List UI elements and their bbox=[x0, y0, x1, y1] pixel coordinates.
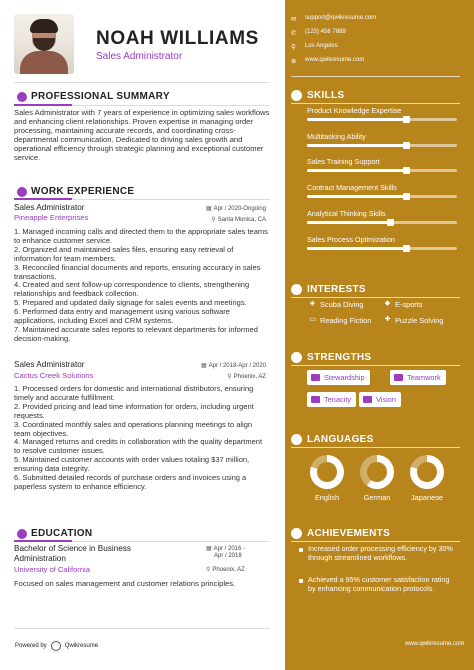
job-dates bbox=[176, 362, 266, 369]
book-icon: ▭ bbox=[309, 316, 316, 323]
heading-accent bbox=[14, 104, 72, 106]
contact-location: Los Angeles bbox=[305, 43, 338, 49]
skill-bar-fill bbox=[307, 195, 406, 198]
job-company: Cactus Creek Solutions bbox=[14, 371, 94, 380]
summary-icon bbox=[17, 92, 27, 102]
skill-bar bbox=[307, 118, 457, 121]
calendar-icon: ▦ bbox=[200, 363, 207, 369]
sidebar-divider bbox=[291, 447, 460, 448]
language-label: English bbox=[314, 493, 340, 502]
skill-level-handle bbox=[403, 142, 410, 149]
skill-label: Sales Training Support bbox=[307, 157, 380, 166]
sidebar-divider bbox=[291, 103, 460, 104]
footer-website[interactable]: www.qwikresume.com bbox=[405, 641, 465, 647]
email-icon: ✉ bbox=[291, 16, 297, 23]
languages-heading: LANGUAGES bbox=[307, 434, 374, 445]
puzzle-icon: ✚ bbox=[384, 316, 391, 323]
contact-phone[interactable]: (123) 456 7889 bbox=[305, 29, 346, 35]
powered-by bbox=[15, 641, 98, 651]
skill-bar bbox=[307, 169, 457, 172]
interest-item: E-sports bbox=[395, 300, 423, 309]
degree-line: Bachelor of Science in Business bbox=[14, 544, 131, 553]
job-dates-text: Apr / 2020-Ongoing bbox=[213, 206, 266, 212]
bullet-icon bbox=[299, 579, 303, 583]
strength-icon bbox=[311, 374, 320, 381]
job-location-text: Phoenix, AZ bbox=[233, 374, 266, 380]
summary-heading: PROFESSIONAL SUMMARY bbox=[31, 91, 170, 102]
skill-level-handle bbox=[403, 193, 410, 200]
sidebar-divider bbox=[291, 76, 460, 77]
skill-label: Analytical Thinking Skills bbox=[307, 209, 386, 218]
strength-label: Vision bbox=[376, 395, 396, 404]
job-dates-text: Apr / 2018-Apr / 2020 bbox=[208, 363, 266, 369]
job-location bbox=[176, 373, 266, 380]
interests-heading: INTERESTS bbox=[307, 284, 366, 295]
heading-accent bbox=[14, 198, 72, 200]
bullet-icon bbox=[299, 548, 303, 552]
achievements-icon bbox=[291, 528, 302, 539]
strength-tag bbox=[390, 370, 446, 385]
language-level-donut bbox=[310, 455, 344, 489]
list-item: 6. Performed data entry and management using various software applications, including Excel and CRM systems. bbox=[14, 307, 230, 326]
gamepad-icon: ◆ bbox=[384, 300, 391, 307]
interest-item: Scuba Diving bbox=[320, 300, 364, 309]
brand-name[interactable]: Qwikresume bbox=[64, 643, 99, 649]
contact-email[interactable]: support@qwikresume.com bbox=[305, 15, 377, 21]
strength-label: Stewardship bbox=[324, 373, 365, 382]
skill-level-handle bbox=[387, 219, 394, 226]
phone-icon: ✆ bbox=[291, 30, 297, 37]
summary-text: Sales Administrator with 7 years of experience in optimizing sales workflows and enhancing client relationships. Proven expertise in managing order processing, maintaining accurate records, and coordinating cross-departmental communication. Dedicated to driving sales growth and operational efficiency through strategic planning and exceptional customer service. bbox=[14, 108, 270, 162]
skill-level-handle bbox=[403, 116, 410, 123]
list-item: 5. Maintained customer accounts with order values totaling $37 million, ensuring data integrity. bbox=[14, 455, 250, 474]
skill-bar bbox=[307, 195, 457, 198]
language-label: German bbox=[363, 493, 391, 502]
divider bbox=[14, 82, 270, 83]
education-dates-end: Apr / 2018 bbox=[214, 553, 242, 559]
education-dates-text: Apr / 2016 - bbox=[213, 546, 246, 552]
strength-icon bbox=[311, 396, 320, 403]
qwikresume-logo-icon bbox=[51, 641, 61, 651]
job-dates bbox=[176, 205, 266, 212]
skill-bar bbox=[307, 247, 457, 250]
job-location-text: Santa Monica, CA bbox=[217, 217, 266, 223]
skill-bar bbox=[307, 221, 457, 224]
list-item: 4. Managed returns and credits in collaboration with the quality department to resolve customer issues. bbox=[14, 437, 263, 456]
job-bullets bbox=[14, 228, 270, 344]
strengths-icon bbox=[291, 352, 302, 363]
skill-bar bbox=[307, 144, 457, 147]
strength-tag bbox=[307, 370, 370, 385]
job-company: Pineapple Enterprises bbox=[14, 213, 89, 222]
job-bullets bbox=[14, 385, 270, 492]
list-item: 3. Reconciled financial documents and reports, ensuring accuracy in sales transactions. bbox=[14, 262, 261, 281]
language-level-donut bbox=[360, 455, 394, 489]
candidate-name: NOAH WILLIAMS bbox=[96, 28, 259, 49]
achievement-item: Increased order processing efficiency by 30% through streamlined workflows. bbox=[308, 544, 453, 562]
list-item: 2. Organized and maintained sales files, ensuring easy retrieval of information for team members. bbox=[14, 244, 234, 263]
strength-tag bbox=[359, 392, 401, 407]
experience-heading: WORK EXPERIENCE bbox=[31, 186, 135, 197]
strength-label: Tenacity bbox=[324, 395, 352, 404]
strength-label: Teamwork bbox=[407, 373, 441, 382]
interest-item: Reading Fiction bbox=[320, 316, 372, 325]
skill-bar-fill bbox=[307, 118, 406, 121]
calendar-icon: ▦ bbox=[205, 206, 212, 212]
location-icon: ⚲ bbox=[291, 44, 296, 51]
degree-line: Administration bbox=[14, 554, 66, 563]
list-item: 1. Managed incoming calls and directed them to the appropriate sales teams to enhance customer service. bbox=[14, 227, 268, 245]
sidebar-divider bbox=[291, 541, 460, 542]
education-note: Focused on sales management and customer relations principles. bbox=[14, 579, 236, 588]
candidate-title: Sales Administrator bbox=[96, 51, 183, 62]
contact-website[interactable]: www.qwikresume.com bbox=[305, 57, 365, 63]
skill-label: Multitasking Ability bbox=[307, 132, 366, 141]
powered-label: Powered by bbox=[15, 643, 47, 649]
skill-label: Product Knowledge Expertise bbox=[307, 106, 402, 115]
languages-icon bbox=[291, 434, 302, 445]
skill-label: Contract Management Skills bbox=[307, 183, 397, 192]
strength-icon bbox=[363, 396, 372, 403]
list-item: 4. Created and sent follow-up correspondence to clients, strengthening relationships and feedback collection. bbox=[14, 280, 250, 299]
skill-bar-fill bbox=[307, 247, 406, 250]
school-name: University of California bbox=[14, 565, 90, 574]
job-location bbox=[176, 216, 266, 223]
map-pin-icon: ⚲ bbox=[227, 374, 232, 380]
globe-icon: ⊕ bbox=[291, 58, 297, 65]
graduation-cap-icon bbox=[17, 529, 27, 539]
education-heading: EDUCATION bbox=[31, 528, 93, 539]
briefcase-icon bbox=[17, 187, 27, 197]
skill-label: Sales Process Optimization bbox=[307, 235, 395, 244]
list-item: 3. Coordinated monthly sales and operations planning meetings to align team objectives. bbox=[14, 419, 253, 438]
list-item: 1. Processed orders for domestic and international distributors, ensuring timely and accurate fulfillment. bbox=[14, 384, 254, 402]
language-label: Japanese bbox=[410, 493, 444, 502]
skill-bar-fill bbox=[307, 144, 406, 147]
strength-icon bbox=[394, 374, 403, 381]
scuba-icon: ◈ bbox=[309, 300, 316, 307]
list-item: 6. Submitted detailed records of purchase orders and invoices using a paperless system to enhance efficiency. bbox=[14, 473, 247, 491]
strengths-heading: STRENGTHS bbox=[307, 352, 372, 363]
divider bbox=[14, 628, 270, 629]
skills-icon bbox=[291, 90, 302, 101]
achievement-item: Achieved a 95% customer satisfaction rating by enhancing communication protocols. bbox=[308, 575, 450, 593]
list-item: 5. Prepared and updated daily signage for sales events and meetings. bbox=[14, 298, 247, 308]
calendar-icon: ▦ bbox=[206, 546, 212, 552]
job-title: Sales Administrator bbox=[14, 360, 85, 369]
list-item: 2. Provided pricing and lead time information for orders, including urgent requests. bbox=[14, 401, 254, 420]
skill-level-handle bbox=[403, 167, 410, 174]
sidebar-divider bbox=[291, 365, 460, 366]
interests-icon bbox=[291, 284, 302, 295]
skill-bar-fill bbox=[307, 221, 390, 224]
skills-heading: SKILLS bbox=[307, 90, 345, 101]
education-location-text: Phoenix, AZ bbox=[212, 567, 245, 573]
sidebar-divider bbox=[291, 297, 460, 298]
heading-accent bbox=[14, 540, 72, 542]
profile-photo bbox=[14, 14, 74, 74]
achievements-heading: ACHIEVEMENTS bbox=[307, 528, 391, 539]
skill-bar-fill bbox=[307, 169, 406, 172]
strength-tag bbox=[307, 392, 356, 407]
list-item: 7. Maintained accurate sales reports to relevant departments for informed decision-making. bbox=[14, 324, 258, 343]
map-pin-icon: ⚲ bbox=[211, 217, 216, 223]
education-location bbox=[206, 566, 266, 573]
language-level-donut bbox=[410, 455, 444, 489]
job-title: Sales Administrator bbox=[14, 203, 85, 212]
interest-item: Puzzle Solving bbox=[395, 316, 444, 325]
skill-level-handle bbox=[403, 245, 410, 252]
education-dates bbox=[206, 545, 266, 552]
map-pin-icon: ⚲ bbox=[206, 567, 211, 573]
